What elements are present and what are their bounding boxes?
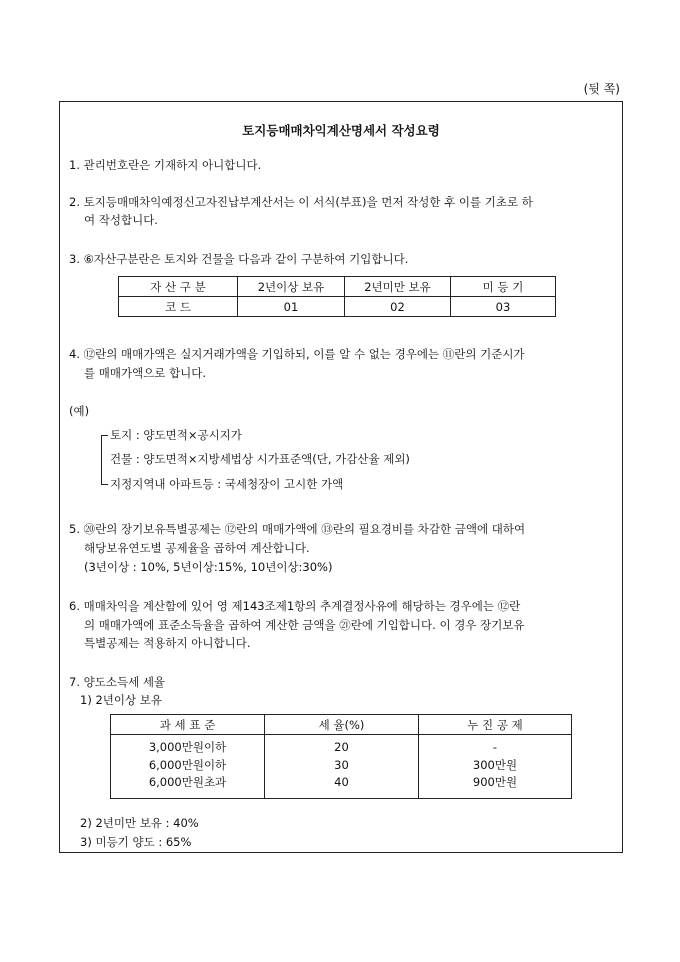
progressive-deduction-value: 900만원 bbox=[472, 775, 518, 789]
asset-class-header-cell: 자 산 구 분 bbox=[119, 277, 238, 297]
example-line: 토지 : 양도면적×공시지가 bbox=[110, 428, 242, 442]
asset-class-code-cell: 03 bbox=[451, 297, 556, 317]
item-5-line-1: 5. ⑳란의 장기보유특별공제는 ⑫란의 매매가액에 ⑬란의 필요경비를 차감한 금액에 대하여 bbox=[69, 522, 526, 536]
item-1: 1. 관리번호란은 기재하지 아니합니다. bbox=[69, 158, 262, 172]
asset-class-header-cell: 2년미만 보유 bbox=[345, 277, 451, 297]
tax-base-value: 6,000만원초과 bbox=[148, 775, 227, 789]
item-5-rates: (3년이상 : 10%, 5년이상:15%, 10년이상:30%) bbox=[84, 560, 333, 574]
tax-rate-body-row bbox=[111, 735, 572, 799]
progressive-deduction-value: 300만원 bbox=[472, 757, 518, 772]
tax-rate-header-cell: 누 진 공 제 bbox=[419, 715, 572, 735]
item-7: 7. 양도소득세 세율 bbox=[69, 675, 166, 689]
item-2-line-1: 2. 토지등매매차익예정신고자진납부계산서는 이 서식(부표)을 먼저 작성한 후 이를 기초로 하 bbox=[69, 195, 533, 209]
example-label: (예) bbox=[69, 404, 90, 418]
progressive-deduction-cell bbox=[419, 735, 572, 799]
asset-class-header-row bbox=[119, 277, 556, 297]
item-6-line-3: 특별공제는 적용하지 아니합니다. bbox=[84, 636, 251, 650]
tax-rate-value: 20 bbox=[334, 740, 349, 754]
tax-rate-cell bbox=[265, 735, 419, 799]
tax-rate-value: 40 bbox=[334, 775, 349, 789]
item-7-sub-1: 1) 2년이상 보유 bbox=[80, 693, 162, 707]
asset-class-code-row bbox=[119, 297, 556, 317]
asset-class-table bbox=[118, 276, 556, 317]
tax-base-value: 6,000만원이하 bbox=[148, 757, 227, 772]
tax-base-cell bbox=[111, 735, 265, 799]
item-5-line-2: 해당보유연도별 공제율을 곱하여 계산합니다. bbox=[84, 541, 310, 555]
item-7-sub-3: 3) 미등기 양도 : 65% bbox=[80, 835, 192, 849]
item-6-line-2: 의 매매가액에 표준소득율을 곱하여 계산한 금액을 ㉑란에 기입합니다. 이 경우 장기보유 bbox=[84, 618, 525, 632]
item-7-sub-2: 2) 2년미만 보유 : 40% bbox=[80, 816, 199, 830]
tax-rate-header-row bbox=[111, 715, 572, 735]
tax-rate-header-cell: 과 세 표 준 bbox=[111, 715, 265, 735]
tax-base-value: 3,000만원이하 bbox=[148, 740, 227, 754]
item-3: 3. ⑥자산구분란은 토지와 건물을 다음과 같이 구분하여 기입합니다. bbox=[69, 252, 409, 266]
item-2-line-2: 여 작성합니다. bbox=[84, 213, 158, 227]
item-6-line-1: 6. 매매차익을 계산함에 있어 영 제143조제1항의 추계결정사유에 해당하는 경우에는 ⑫란 bbox=[69, 599, 521, 613]
tax-rate-table bbox=[110, 714, 572, 799]
item-4-line-2: 를 매매가액으로 합니다. bbox=[84, 366, 207, 380]
asset-class-code-label: 코 드 bbox=[119, 297, 238, 317]
asset-class-code-cell: 01 bbox=[238, 297, 345, 317]
asset-class-code-cell: 02 bbox=[345, 297, 451, 317]
item-4-line-1: 4. ⑫란의 매매가액은 실지거래가액을 기입하되, 이를 알 수 없는 경우에는 ⑪란의 기준시가 bbox=[69, 347, 525, 361]
example-line: 건물 : 양도면적×지방세법상 시가표준액(단, 가감산율 제외) bbox=[110, 452, 410, 466]
page-side-label: (뒷 쪽) bbox=[583, 82, 620, 96]
asset-class-header-cell: 2년이상 보유 bbox=[238, 277, 345, 297]
example-bracket bbox=[101, 435, 108, 485]
tax-rate-value: 30 bbox=[334, 757, 349, 772]
asset-class-header-cell: 미 등 기 bbox=[451, 277, 556, 297]
example-line: 지정지역내 아파트등 : 국세청장이 고시한 가액 bbox=[110, 477, 344, 491]
page-title: 토지등매매차익계산명세서 작성요령 bbox=[242, 123, 440, 138]
progressive-deduction-value: - bbox=[492, 740, 498, 754]
tax-rate-header-cell: 세 율(%) bbox=[265, 715, 419, 735]
